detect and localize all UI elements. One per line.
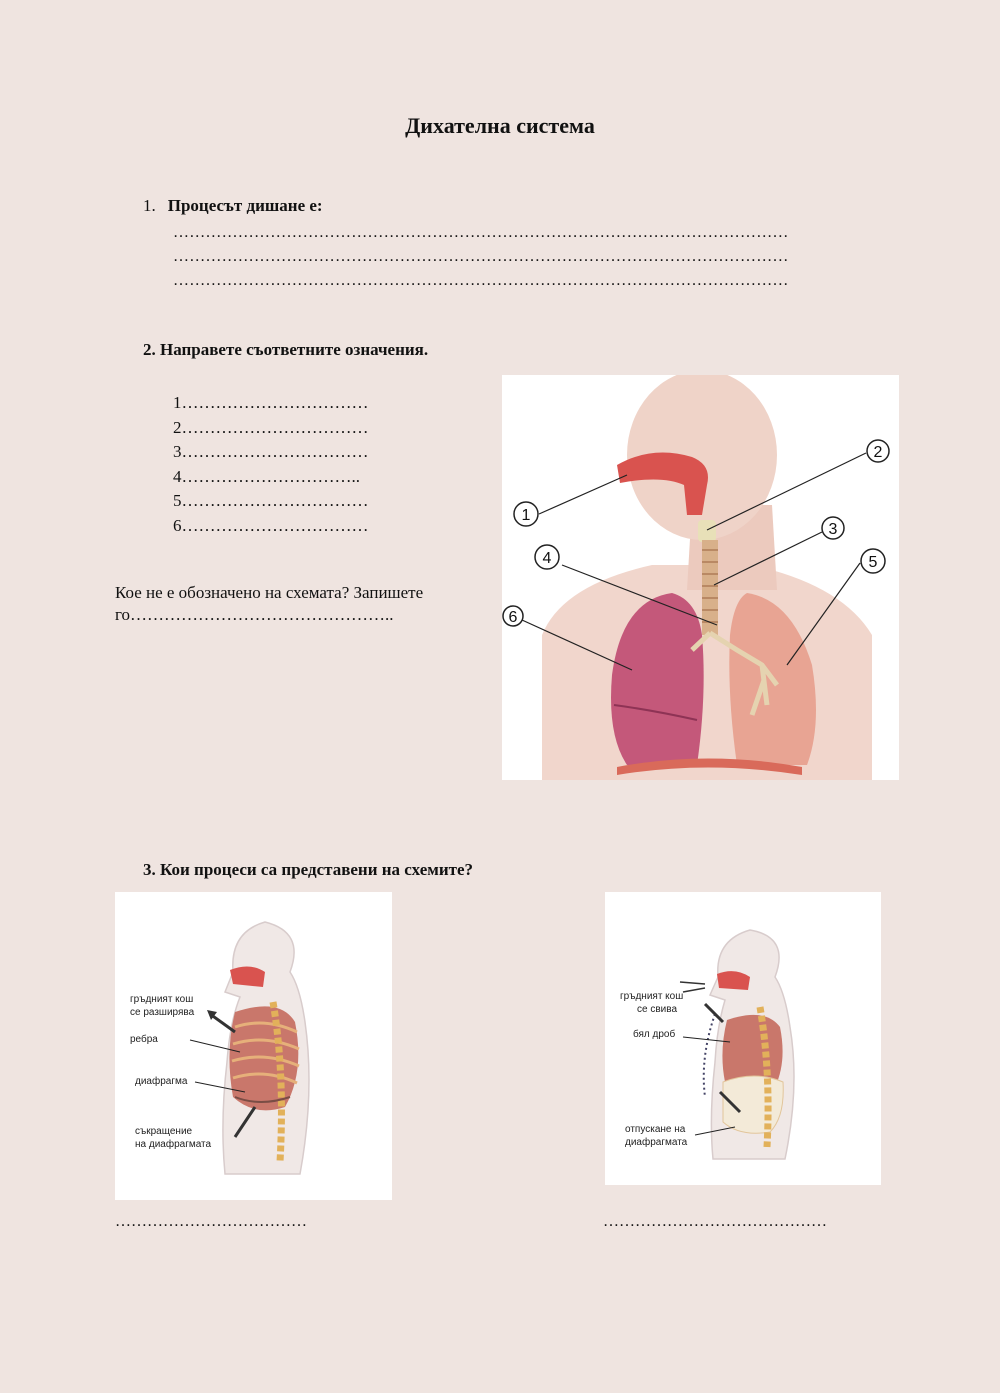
label-relaxation: отпускане на — [625, 1124, 686, 1135]
answer-line-2[interactable]: …………………………………………………………………………………………………… — [173, 248, 789, 265]
question-3-title: 3. Кои процеси са представени на схемите? — [143, 860, 474, 879]
respiratory-system-diagram — [502, 375, 899, 780]
svg-text:1: 1 — [521, 507, 531, 524]
answer-right[interactable]: …………………………………… — [603, 1213, 827, 1230]
svg-text:6: 6 — [508, 609, 518, 626]
label-ribs: ребра — [130, 1034, 158, 1045]
page-title: Дихателна система — [405, 113, 595, 138]
label-chest: гръдният кош — [130, 994, 194, 1005]
larynx-shape — [698, 520, 716, 542]
svg-text:3: 3 — [828, 521, 838, 538]
label-item-1[interactable]: 1…………………………… — [173, 393, 369, 412]
number-marker-6 — [503, 606, 523, 626]
label-item-4[interactable]: 4………………………….. — [173, 466, 360, 486]
label-chest: гръдният кош — [620, 991, 684, 1002]
answer-left[interactable]: ……………………………… — [115, 1213, 307, 1230]
inhalation-diagram — [115, 892, 392, 1200]
number-marker-4 — [535, 545, 559, 569]
label-diaphragm: диафрагма — [135, 1076, 188, 1087]
number-marker-2 — [867, 440, 889, 462]
svg-text:4: 4 — [542, 550, 552, 567]
label-expands: се разширява — [130, 1007, 195, 1018]
svg-text:2: 2 — [873, 444, 883, 461]
label-item-5[interactable]: 5…………………………… — [173, 491, 369, 510]
question-1-label: Процесът дишане е: — [167, 196, 323, 215]
label-item-3[interactable]: 3…………………………… — [173, 442, 369, 461]
label-lung: бял дроб — [633, 1029, 676, 1040]
label-of-diaphragm: на диафрагмата — [135, 1139, 212, 1150]
label-item-2[interactable]: 2…………………………… — [173, 417, 369, 437]
labels-list — [173, 391, 369, 538]
answer-line-3[interactable]: …………………………………………………………………………………………………… — [173, 272, 789, 289]
answer-line-1[interactable]: …………………………………………………………………………………………………… — [173, 224, 789, 241]
number-marker-5 — [861, 549, 885, 573]
label-of-diaphragm: диафрагмата — [625, 1137, 688, 1148]
exhalation-diagram — [605, 892, 881, 1185]
question-2-title: 2. Направете съответните означения. — [143, 340, 429, 359]
nasal-cavity-shape — [230, 966, 265, 987]
question-1-number: 1. — [143, 196, 156, 215]
label-item-6[interactable]: 6…………………………… — [173, 515, 369, 535]
label-shrinks: се свива — [637, 1004, 677, 1015]
extra-question: Кое не е обозначено на схемата? Запишете го……………………………………….. — [115, 583, 424, 624]
number-marker-3 — [822, 517, 844, 539]
label-contraction: съкращение — [135, 1126, 193, 1137]
number-marker-1 — [514, 502, 538, 526]
svg-text:5: 5 — [868, 554, 878, 571]
question-1 — [143, 196, 323, 216]
